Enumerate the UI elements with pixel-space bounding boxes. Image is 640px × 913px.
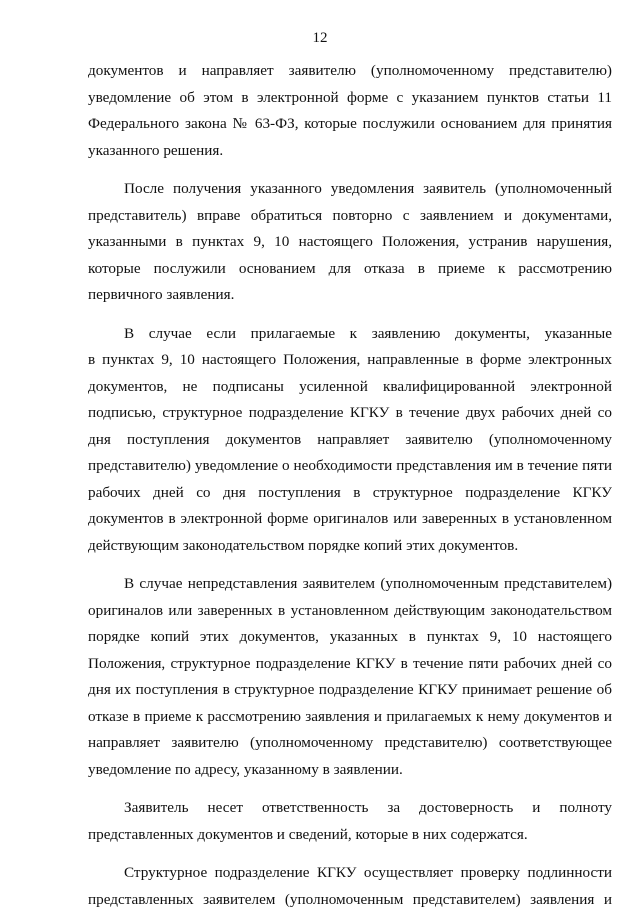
text-line: уведомление об этом в электронной форме с указанием пунктов статьи 11 [88,85,612,112]
text-line: Положения, структурное подразделение КГКУ в течение пяти рабочих дней со [88,651,612,678]
text-line: рабочих дней со дня поступления в структурное подразделение КГКУ [88,480,612,507]
text-line: которые послужили основанием для отказа в приеме к рассмотрению [88,256,612,283]
text-line: подписью, структурное подразделение КГКУ в течение двух рабочих дней со [88,400,612,427]
text-line: порядке копий этих документов, указанных в пунктах 9, 10 настоящего [88,624,612,651]
text-line: В случае непредставления заявителем (уполномоченным представителем) [88,571,612,598]
text-line: оригиналов или заверенных в установленном действующим законодательством [88,598,612,625]
paragraph [88,176,612,309]
text-line: указанными в пунктах 9, 10 настоящего Положения, устранив нарушения, [88,229,612,256]
paragraph [88,321,612,560]
text-line: Федерального закона № 63-ФЗ, которые послужили основанием для принятия [88,111,612,138]
text-line: документов в электронной форме оригиналов или заверенных в установленном [88,506,612,533]
paragraph [88,571,612,783]
text-line: уведомление по адресу, указанному в заявлении. [88,757,612,784]
paragraph [88,860,612,913]
text-line: документов и направляет заявителю (уполномоченному представителю) [88,58,612,85]
text-line: документов, не подписаны усиленной квалифицированной электронной [88,374,612,401]
document-body [88,58,612,913]
text-line: представителю) уведомление о необходимости представления им в течение пяти [88,453,612,480]
text-line: представленных документов и сведений, которые в них содержатся. [88,822,612,849]
text-line: В случае если прилагаемые к заявлению документы, указанные [88,321,612,348]
text-line: Структурное подразделение КГКУ осуществляет проверку подлинности [88,860,612,887]
text-line: дня их поступления в структурное подразделение КГКУ принимает решение об [88,677,612,704]
text-line: направляет заявителю (уполномоченному представителю) соответствующее [88,730,612,757]
text-line: представленных заявителем (уполномоченным представителем) заявления и [88,887,612,913]
text-line: отказе в приеме к рассмотрению заявления и прилагаемых к нему документов и [88,704,612,731]
text-line: первичного заявления. [88,282,612,309]
text-line: указанного решения. [88,138,612,165]
paragraph [88,58,612,164]
text-line: представитель) вправе обратиться повторно с заявлением и документами, [88,203,612,230]
page-number: 12 [0,30,640,47]
text-line: дня поступления документов направляет заявителю (уполномоченному [88,427,612,454]
paragraph [88,795,612,848]
text-line: в пунктах 9, 10 настоящего Положения, направленные в форме электронных [88,347,612,374]
text-line: Заявитель несет ответственность за достоверность и полноту [88,795,612,822]
text-line: действующим законодательством порядке копий этих документов. [88,533,612,560]
text-line: После получения указанного уведомления заявитель (уполномоченный [88,176,612,203]
